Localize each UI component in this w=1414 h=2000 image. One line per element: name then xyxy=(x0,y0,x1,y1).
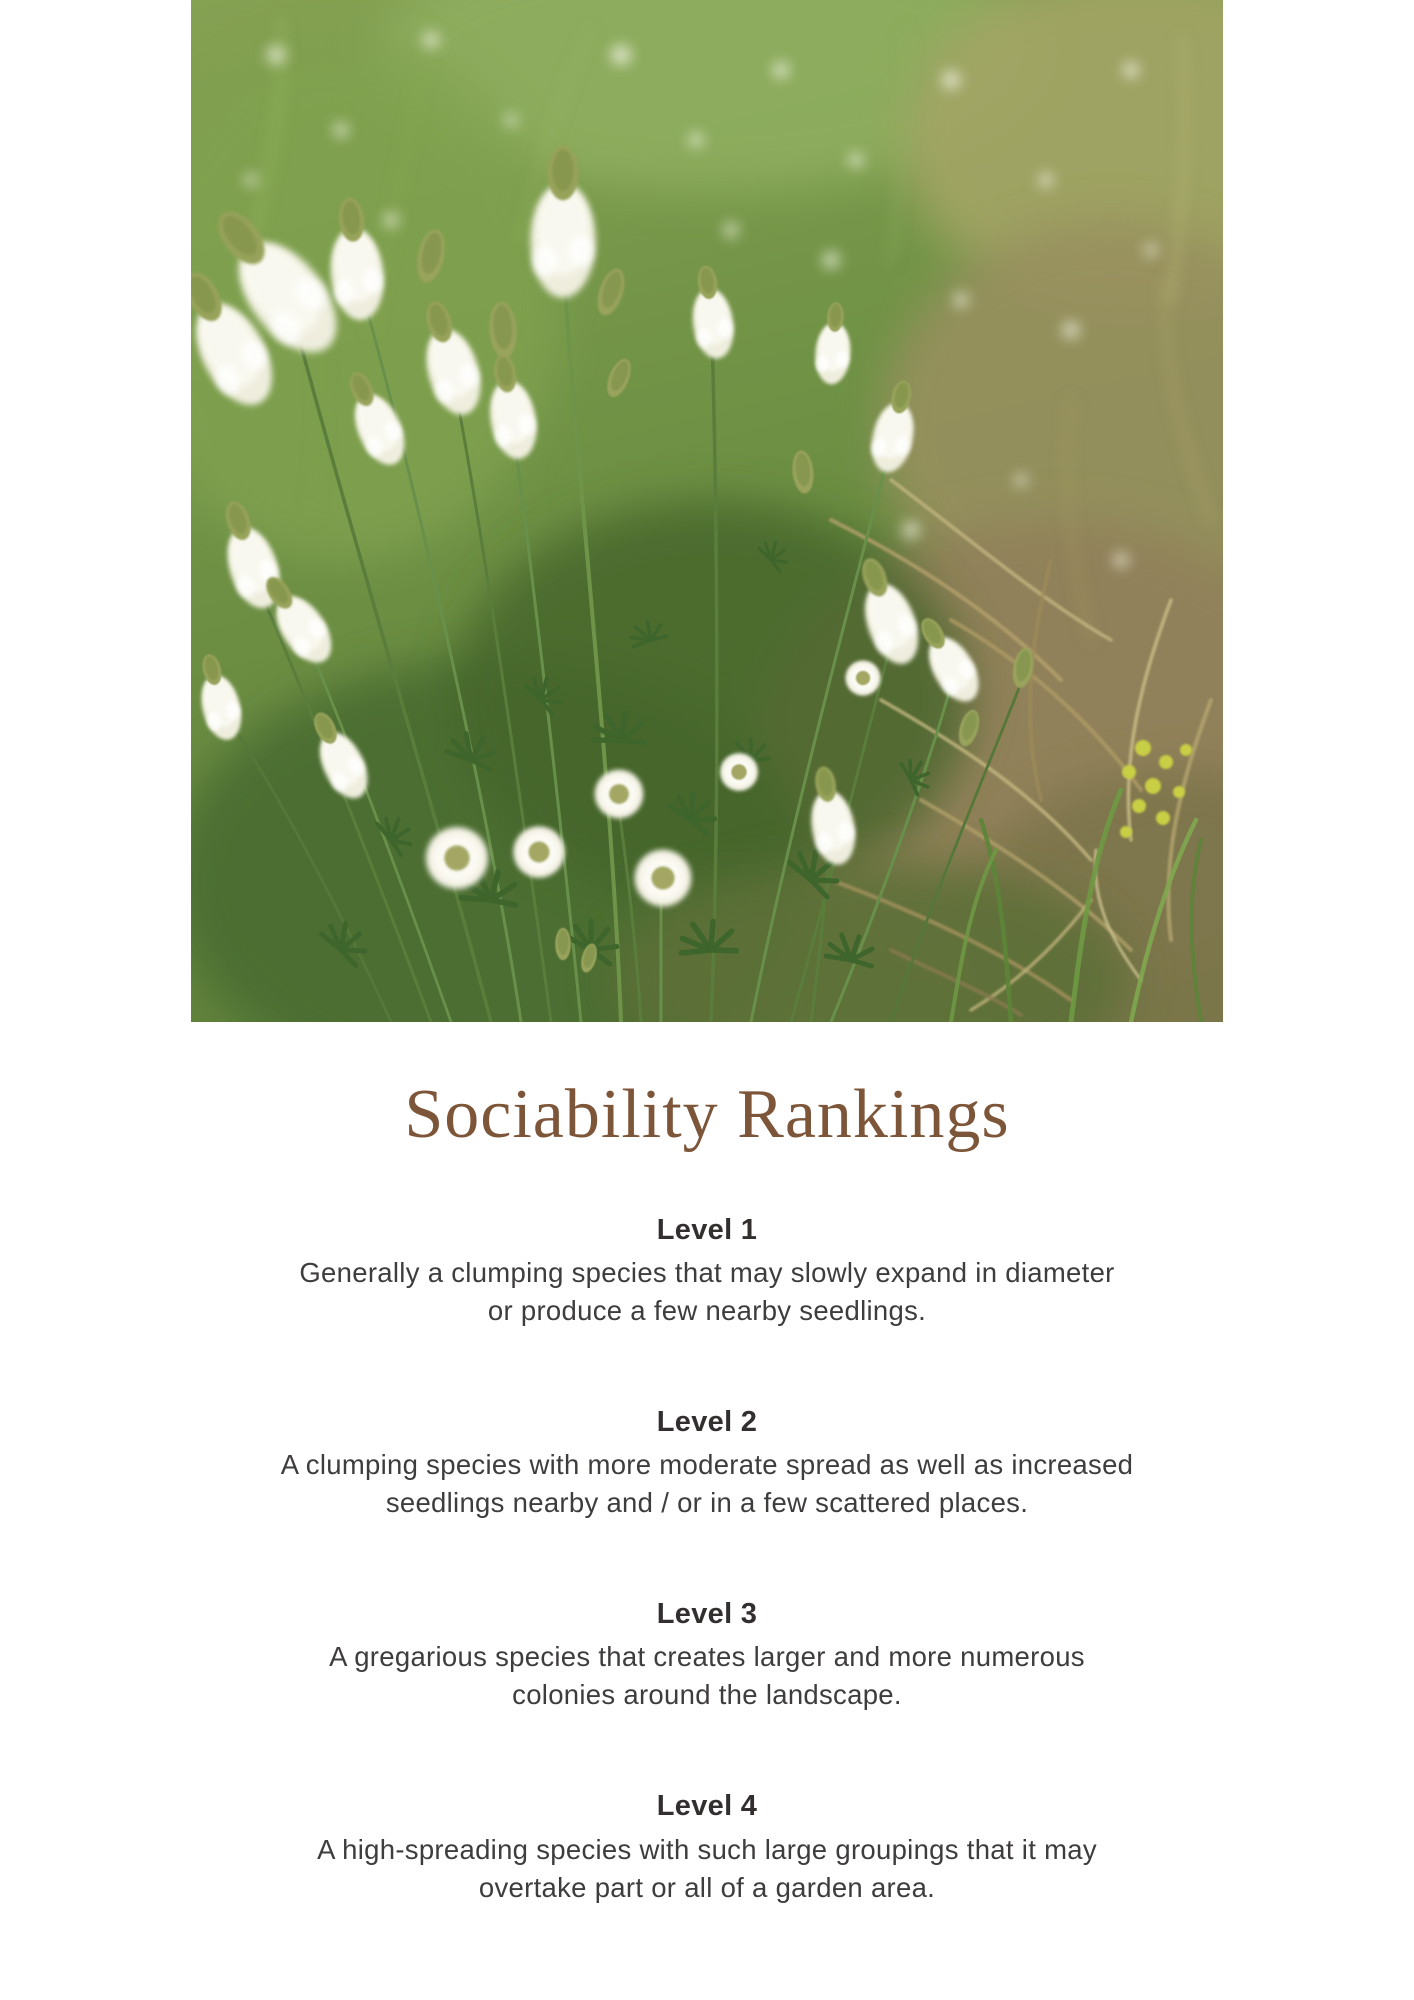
level-1-line-1: Generally a clumping species that may slowly expand in diameter xyxy=(299,1256,1115,1288)
level-2-section xyxy=(0,1404,1414,1522)
level-2-line-2: seedlings nearby and / or in a few scattered places. xyxy=(385,1487,1029,1518)
level-1-line-2: or produce a few nearby seedlings. xyxy=(487,1294,927,1326)
level-3-description xyxy=(0,1638,1414,1714)
level-4-description xyxy=(0,1831,1414,1907)
level-4-heading: Level 4 xyxy=(656,1790,758,1823)
level-3-line-1: A gregarious species that creates larger and more numerous xyxy=(329,1641,1085,1673)
level-3-heading: Level 3 xyxy=(656,1598,758,1630)
level-2-line-1: A clumping species with more moderate spread as well as increased xyxy=(280,1449,1134,1480)
level-2-heading: Level 2 xyxy=(656,1405,758,1438)
level-4-section xyxy=(0,1788,1414,1906)
level-4-line-1: A high-spreading species with such large groupings that it may xyxy=(317,1833,1097,1865)
level-3-line-2: colonies around the landscape. xyxy=(512,1679,902,1711)
rankings-list xyxy=(0,1212,1414,1907)
level-2-description xyxy=(0,1446,1414,1522)
level-3-section xyxy=(0,1596,1414,1714)
level-1-section xyxy=(0,1212,1414,1330)
level-1-description xyxy=(0,1254,1414,1330)
prairie-clover-photo xyxy=(191,0,1223,1022)
level-1-heading: Level 1 xyxy=(656,1213,758,1246)
meadow-photo-graphic xyxy=(191,0,1223,1022)
page-title: Sociability Rankings xyxy=(404,1076,1010,1153)
level-4-line-2: overtake part or all of a garden area. xyxy=(478,1871,936,1903)
